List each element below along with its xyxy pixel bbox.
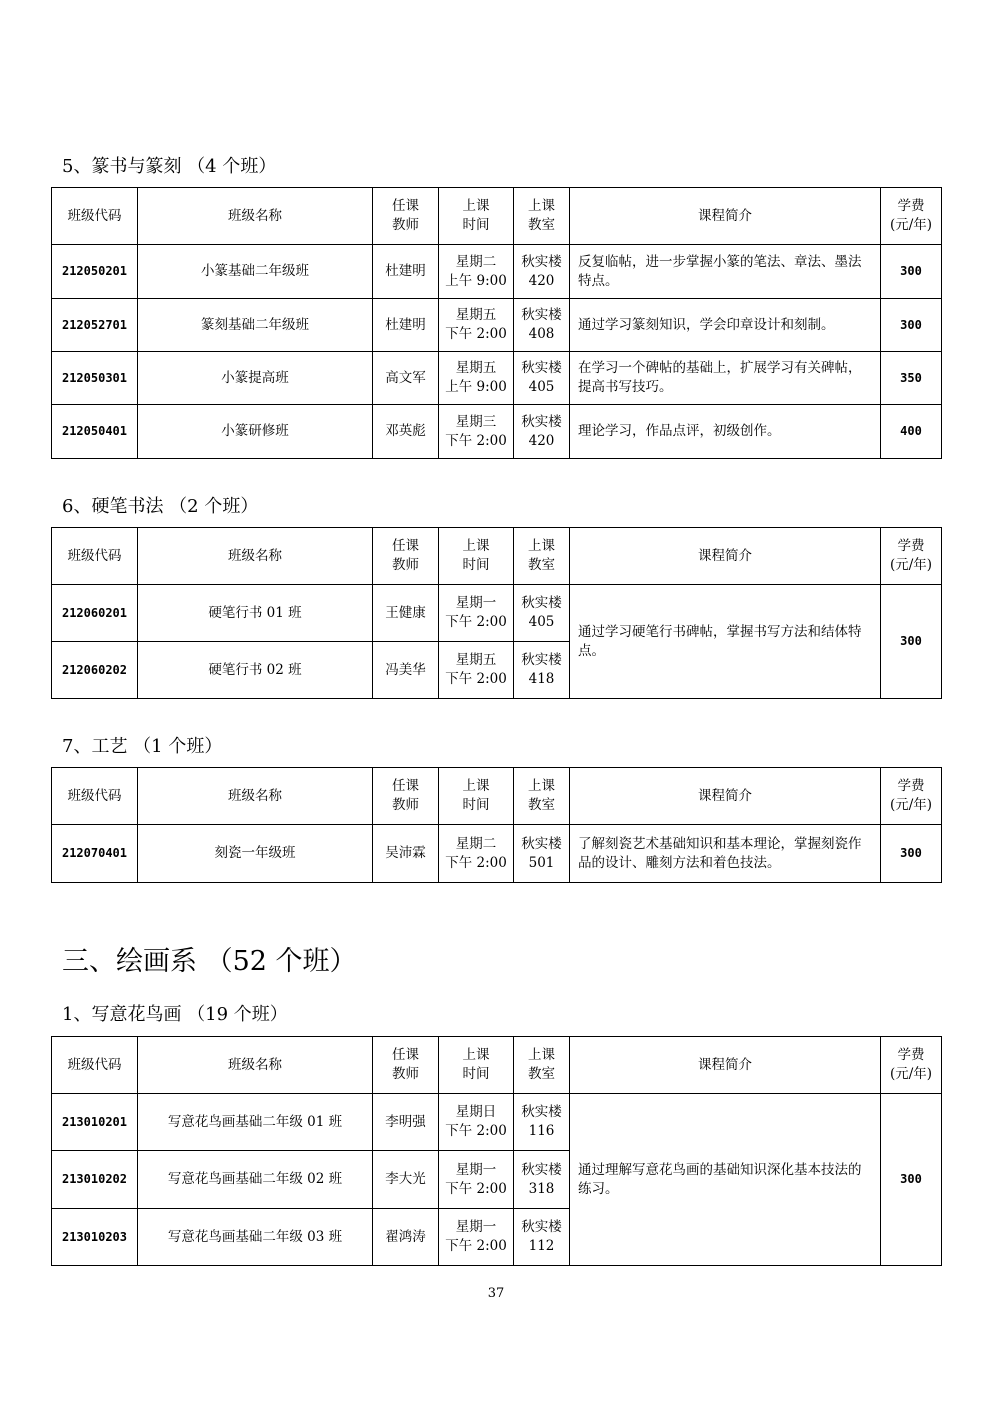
teacher: 李大光 bbox=[373, 1151, 439, 1209]
header-fee: 学费 (元/年) bbox=[881, 528, 942, 585]
header-time: 上课 时间 bbox=[439, 1037, 514, 1094]
class-time: 星期二 上午 9:00 bbox=[439, 245, 514, 299]
teacher: 冯美华 bbox=[373, 642, 439, 699]
class-name: 小篆基础二年级班 bbox=[138, 245, 373, 299]
classroom: 秋实楼 116 bbox=[514, 1094, 570, 1151]
class-code: 212050301 bbox=[52, 352, 138, 405]
header-code: 班级代码 bbox=[52, 188, 138, 245]
header-name: 班级名称 bbox=[138, 768, 373, 825]
classroom: 秋实楼 408 bbox=[514, 299, 570, 352]
teacher: 翟鸿涛 bbox=[373, 1209, 439, 1266]
section-7-table bbox=[51, 767, 942, 883]
class-code: 212060202 bbox=[52, 642, 138, 699]
teacher: 杜建明 bbox=[373, 245, 439, 299]
class-code: 213010201 bbox=[52, 1094, 138, 1151]
class-code: 213010202 bbox=[52, 1151, 138, 1209]
teacher: 李明强 bbox=[373, 1094, 439, 1151]
class-time: 星期一 下午 2:00 bbox=[439, 1209, 514, 1266]
page-number: 37 bbox=[487, 1286, 505, 1301]
tuition-fee: 300 bbox=[881, 1094, 942, 1266]
class-time: 星期三 下午 2:00 bbox=[439, 405, 514, 459]
tuition-fee: 300 bbox=[881, 585, 942, 699]
classroom: 秋实楼 318 bbox=[514, 1151, 570, 1209]
table-header-row bbox=[52, 1037, 942, 1094]
table-header-row bbox=[52, 768, 942, 825]
header-teacher: 任课 教师 bbox=[373, 768, 439, 825]
header-code: 班级代码 bbox=[52, 528, 138, 585]
class-time: 星期一 下午 2:00 bbox=[439, 585, 514, 642]
header-name: 班级名称 bbox=[138, 1037, 373, 1094]
class-time: 星期二 下午 2:00 bbox=[439, 825, 514, 883]
course-intro: 了解刻瓷艺术基础知识和基本理论，掌握刻瓷作品的设计、雕刻方法和着色技法。 bbox=[570, 825, 881, 883]
course-intro: 通过学习硬笔行书碑帖，掌握书写方法和结体特点。 bbox=[570, 585, 881, 699]
class-code: 213010203 bbox=[52, 1209, 138, 1266]
class-name: 硬笔行书 02 班 bbox=[138, 642, 373, 699]
header-intro: 课程简介 bbox=[570, 188, 881, 245]
header-intro: 课程简介 bbox=[570, 528, 881, 585]
header-code: 班级代码 bbox=[52, 1037, 138, 1094]
table-header-row bbox=[52, 188, 942, 245]
class-code: 212070401 bbox=[52, 825, 138, 883]
class-time: 星期五 下午 2:00 bbox=[439, 642, 514, 699]
class-name: 小篆提高班 bbox=[138, 352, 373, 405]
class-time: 星期五 下午 2:00 bbox=[439, 299, 514, 352]
tuition-fee: 300 bbox=[881, 299, 942, 352]
header-name: 班级名称 bbox=[138, 188, 373, 245]
header-teacher: 任课 教师 bbox=[373, 1037, 439, 1094]
course-intro: 通过学习篆刻知识，学会印章设计和刻制。 bbox=[570, 299, 881, 352]
header-intro: 课程简介 bbox=[570, 1037, 881, 1094]
teacher: 杜建明 bbox=[373, 299, 439, 352]
header-room: 上课 教室 bbox=[514, 528, 570, 585]
header-room: 上课 教室 bbox=[514, 1037, 570, 1094]
class-name: 写意花鸟画基础二年级 01 班 bbox=[138, 1094, 373, 1151]
classroom: 秋实楼 405 bbox=[514, 352, 570, 405]
table-row bbox=[52, 245, 942, 299]
header-fee: 学费 (元/年) bbox=[881, 768, 942, 825]
header-intro: 课程简介 bbox=[570, 768, 881, 825]
course-intro: 通过理解写意花鸟画的基础知识深化基本技法的练习。 bbox=[570, 1094, 881, 1266]
tuition-fee: 350 bbox=[881, 352, 942, 405]
classroom: 秋实楼 405 bbox=[514, 585, 570, 642]
header-room: 上课 教室 bbox=[514, 768, 570, 825]
teacher: 吴沛霖 bbox=[373, 825, 439, 883]
teacher: 王健康 bbox=[373, 585, 439, 642]
header-time: 上课 时间 bbox=[439, 528, 514, 585]
class-code: 212050401 bbox=[52, 405, 138, 459]
section-5-table bbox=[51, 187, 942, 459]
header-fee: 学费 (元/年) bbox=[881, 1037, 942, 1094]
header-room: 上课 教室 bbox=[514, 188, 570, 245]
header-name: 班级名称 bbox=[138, 528, 373, 585]
header-teacher: 任课 教师 bbox=[373, 188, 439, 245]
table-row bbox=[52, 299, 942, 352]
class-name: 写意花鸟画基础二年级 03 班 bbox=[138, 1209, 373, 1266]
table-row bbox=[52, 352, 942, 405]
section-5-title: 5、篆书与篆刻 （4 个班） bbox=[62, 156, 277, 177]
course-intro: 理论学习，作品点评，初级创作。 bbox=[570, 405, 881, 459]
teacher: 高文军 bbox=[373, 352, 439, 405]
class-time: 星期一 下午 2:00 bbox=[439, 1151, 514, 1209]
class-code: 212050201 bbox=[52, 245, 138, 299]
department-title: 三、绘画系 （52 个班） bbox=[62, 946, 357, 977]
class-time: 星期五 上午 9:00 bbox=[439, 352, 514, 405]
header-code: 班级代码 bbox=[52, 768, 138, 825]
class-name: 写意花鸟画基础二年级 02 班 bbox=[138, 1151, 373, 1209]
classroom: 秋实楼 420 bbox=[514, 245, 570, 299]
class-time: 星期日 下午 2:00 bbox=[439, 1094, 514, 1151]
tuition-fee: 400 bbox=[881, 405, 942, 459]
class-code: 212060201 bbox=[52, 585, 138, 642]
classroom: 秋实楼 112 bbox=[514, 1209, 570, 1266]
header-teacher: 任课 教师 bbox=[373, 528, 439, 585]
section-7-title: 7、工艺 （1 个班） bbox=[62, 736, 223, 757]
section-6-table bbox=[51, 527, 942, 699]
section-3-1-table bbox=[51, 1036, 942, 1266]
classroom: 秋实楼 420 bbox=[514, 405, 570, 459]
classroom: 秋实楼 501 bbox=[514, 825, 570, 883]
class-name: 硬笔行书 01 班 bbox=[138, 585, 373, 642]
teacher: 邓英彪 bbox=[373, 405, 439, 459]
class-name: 篆刻基础二年级班 bbox=[138, 299, 373, 352]
table-row bbox=[52, 405, 942, 459]
section-3-1-title: 1、写意花鸟画 （19 个班） bbox=[62, 1004, 288, 1025]
table-header-row bbox=[52, 528, 942, 585]
course-intro: 反复临帖，进一步掌握小篆的笔法、章法、墨法特点。 bbox=[570, 245, 881, 299]
table-row bbox=[52, 825, 942, 883]
section-6-title: 6、硬笔书法 （2 个班） bbox=[62, 496, 259, 517]
class-name: 小篆研修班 bbox=[138, 405, 373, 459]
header-fee: 学费 (元/年) bbox=[881, 188, 942, 245]
table-row bbox=[52, 585, 942, 642]
table-row bbox=[52, 1094, 942, 1151]
class-name: 刻瓷一年级班 bbox=[138, 825, 373, 883]
header-time: 上课 时间 bbox=[439, 768, 514, 825]
course-intro: 在学习一个碑帖的基础上，扩展学习有关碑帖，提高书写技巧。 bbox=[570, 352, 881, 405]
tuition-fee: 300 bbox=[881, 245, 942, 299]
tuition-fee: 300 bbox=[881, 825, 942, 883]
classroom: 秋实楼 418 bbox=[514, 642, 570, 699]
header-time: 上课 时间 bbox=[439, 188, 514, 245]
class-code: 212052701 bbox=[52, 299, 138, 352]
